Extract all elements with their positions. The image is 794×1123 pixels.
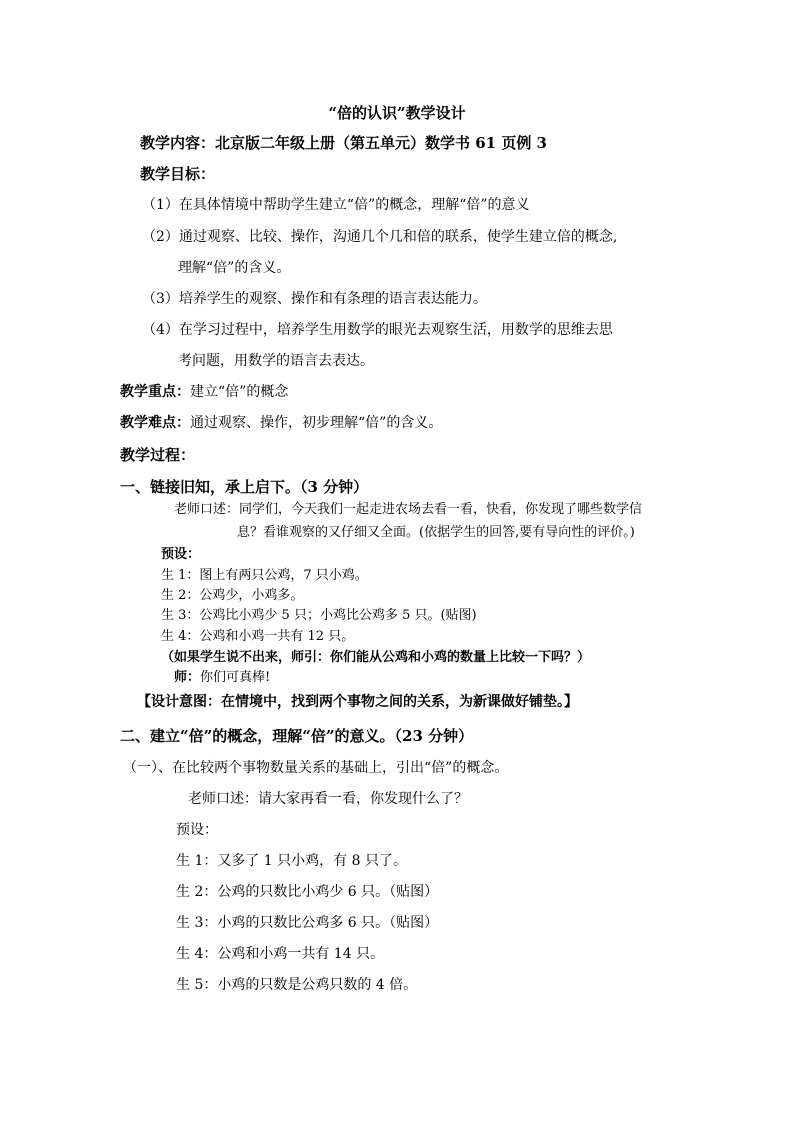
teacher-label: 师： [174,670,201,685]
process-heading: 教学过程： [120,446,196,464]
student-answer: 生 2：公鸡少，小鸡多。 [161,588,304,603]
teacher-praise-text: 你们可真棒! [200,670,271,685]
teaching-content-value: 北京版二年级上册（第五单元）数学书 61 页例 3 [215,134,547,152]
objective-item: （4）在学习过程中，培养学生用数学的眼光去观察生活，用数学的思维去思 [142,322,613,338]
objectives-heading: 教学目标： [140,165,216,183]
key-point-label: 教学重点： [120,384,190,400]
design-intent: 【设计意图：在情境中，找到两个事物之间的关系，为新课做好铺垫。】 [137,694,578,710]
student-answer: 生 3：小鸡的只数比公鸡多 6 只。（贴图） [176,915,439,931]
section1-heading: 一、链接旧知，承上启下。（3 分钟） [120,478,369,496]
objective-item: （2）通过观察、比较、操作，沟通几个几和倍的联系，使学生建立倍的概念, [142,229,618,245]
student-answer: 生 2：公鸡的只数比小鸡少 6 只。（贴图） [176,884,439,900]
objective-item-continued: 考问题，用数学的语言去表达。 [178,353,374,369]
difficulty-label: 教学难点： [120,415,190,431]
section1-teacher-line: 息？看谁观察的又仔细又全面。(依据学生的回答,要有导向性的评价。) [237,525,635,540]
document-title: “倍的认识”教学设计 [328,104,466,122]
section2-teacher-line: 老师口述：请大家再看一看，你发现什么了？ [188,791,468,807]
student-answer: 生 1：又多了 1 只小鸡，有 8 只了。 [176,853,407,869]
student-answer: 生 4：公鸡和小鸡一共有 14 只。 [176,946,385,962]
difficulty [120,415,442,432]
section1-preset: 预设： [161,547,201,562]
teaching-content-label: 教学内容： [140,134,216,152]
section2-heading: 二、建立“倍”的概念，理解“倍”的意义。（23 分钟） [120,727,474,745]
objective-item-continued: 理解“倍”的含义。 [178,260,291,276]
teacher-praise [174,670,270,686]
difficulty-value: 通过观察、操作，初步理解“倍”的含义。 [190,415,443,431]
student-answer: 生 3：公鸡比小鸡少 5 只；小鸡比公鸡多 5 只。(贴图) [161,608,477,623]
teaching-content [140,134,547,152]
objective-item: （3）培养学生的观察、操作和有条理的语言表达能力。 [142,291,487,307]
student-answer: 生 4：公鸡和小鸡一共有 12 只。 [161,629,355,644]
objective-item: （1）在具体情境中帮助学生建立“倍”的概念，理解“倍”的意义 [142,197,530,213]
section1-teacher-line: 老师口述：同学们，今天我们一起走进农场去看一看，快看，你发现了哪些数学信 [174,502,643,517]
key-point-value: 建立“倍”的概念 [190,384,289,400]
student-answer: 生 5：小鸡的只数是公鸡只数的 4 倍。 [176,977,418,993]
section2-subheading: （一）、在比较两个事物数量关系的基础上，引出“倍”的概念。 [123,760,509,776]
key-point [120,384,288,401]
teacher-guide: （如果学生说不出来，师引：你们能从公鸡和小鸡的数量上比较一下吗？） [161,650,591,665]
student-answer: 生 1：图上有两只公鸡，7 只小鸡。 [161,568,368,583]
section2-preset: 预设： [176,822,218,838]
